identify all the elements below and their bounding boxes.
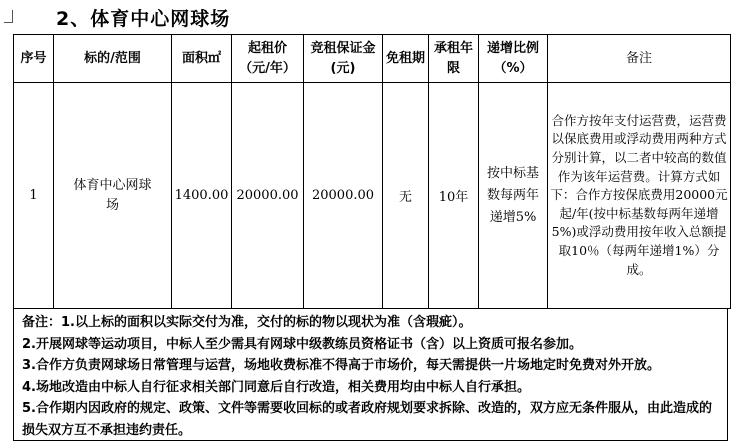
- corner-mark: [4, 10, 13, 23]
- header-deposit: 竞租保证金(元): [304, 35, 383, 83]
- note-4: 4.场地改造由中标人自行征求相关部门同意后自行改造，相关费用均由中标人自行承担。: [22, 379, 530, 395]
- cell-free-period: 无: [383, 83, 429, 309]
- cell-deposit: 20000.00: [304, 83, 383, 309]
- header-increase: 递增比例（%）: [479, 35, 548, 83]
- cell-increase: 按中标基数每两年递增5%: [479, 83, 548, 309]
- table-header-row: [14, 35, 731, 83]
- cell-rent: 20000.00: [232, 83, 304, 309]
- cell-area: 1400.00: [172, 83, 232, 309]
- header-term: 承租年限: [429, 35, 479, 83]
- cell-remarks: 合作方按年支付运营费，运营费以保底费用或浮动费用两种方式分别计算，以二者中较高的数值作为该年运营费。计算方式如下：合作方按保底费用20000元起/年(按中标基数每两年递增5%)或浮动费用按年收入总额提取10％（每两年递增1%）分成。: [548, 83, 731, 309]
- note-1: 备注：1.以上标的面积以实际交付为准，交付的标的物以现状为准（含瑕疵）。: [22, 315, 472, 330]
- header-remarks: 备注: [548, 35, 731, 83]
- header-free-period: 免租期: [383, 35, 429, 83]
- header-seq: 序号: [14, 35, 54, 83]
- header-rent: 起租价（元/年）: [232, 35, 304, 83]
- header-area: 面积㎡: [172, 35, 232, 83]
- lease-table: [13, 34, 731, 309]
- note-5: 5.合作期内因政府的规定、政策、文件等需要收回标的或者政府规划要求拆除、改造的，双方应无条件服从，由此造成的损失双方互不承担违约责任。: [22, 401, 712, 438]
- cell-term: 10年: [429, 83, 479, 309]
- section-heading: 2、体育中心网球场: [56, 8, 231, 30]
- note-2: 2.开展网球等运动项目，中标人至少需具有网球中级教练员资格证书（含）以上资质可报名参加。: [22, 336, 582, 352]
- cell-seq: 1: [14, 83, 54, 309]
- header-subject: 标的/范围: [54, 35, 172, 83]
- table-row: [14, 83, 731, 309]
- cell-subject: 体育中心网球场: [54, 83, 172, 309]
- notes-block: [13, 308, 728, 441]
- note-3: 3.合作方负责网球场日常管理与运营，场地收费标准不得高于市场价，每天需提供一片场地定时免费对外开放。: [22, 358, 660, 373]
